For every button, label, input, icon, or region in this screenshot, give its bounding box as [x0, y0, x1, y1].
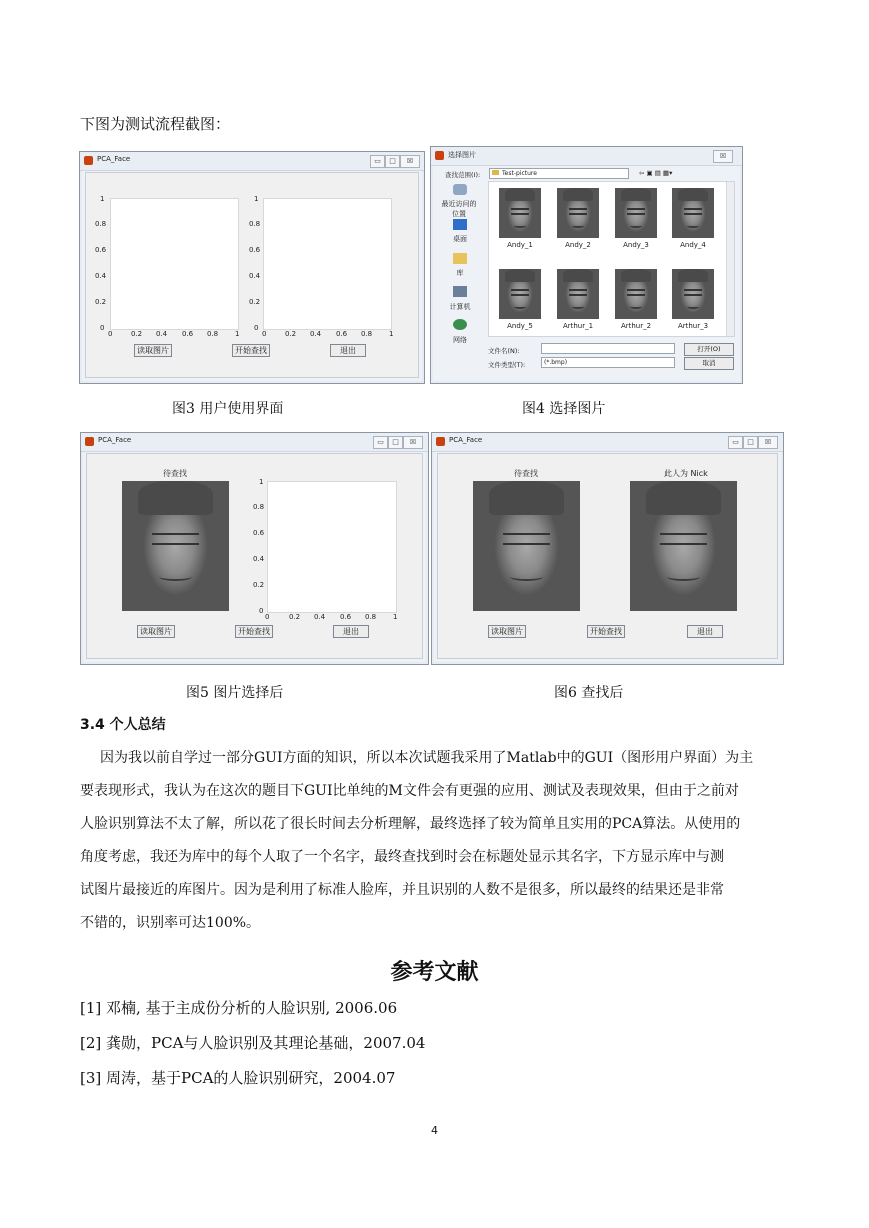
x-tick: 0 — [108, 330, 113, 338]
window-title: PCA_Face — [97, 155, 131, 163]
toolbar-icons[interactable]: ⇦ ▣ ▤ ▦▾ — [639, 169, 673, 177]
x-tick: 0.6 — [340, 613, 352, 621]
y-tick: 1 — [100, 195, 105, 203]
y-tick: 0.8 — [95, 220, 107, 228]
x-tick: 0.8 — [365, 613, 377, 621]
face-thumbnail[interactable] — [672, 188, 714, 238]
y-tick: 0.8 — [249, 220, 261, 228]
x-tick: 0.6 — [336, 330, 348, 338]
start-search-button[interactable]: 开始查找 — [232, 344, 270, 357]
pca-face-window-fig5 — [80, 432, 429, 665]
x-tick: 0 — [265, 613, 270, 621]
filetype-select[interactable]: (*.bmp) — [541, 357, 675, 368]
x-tick: 0.4 — [156, 330, 168, 338]
y-tick: 0.2 — [95, 298, 107, 306]
axes-right — [263, 198, 392, 330]
cancel-button[interactable]: 取消 — [684, 357, 734, 370]
x-tick: 0.2 — [289, 613, 301, 621]
close-button[interactable]: ☒ — [403, 436, 423, 449]
sidebar-item-library[interactable]: 库 — [456, 269, 464, 277]
query-label: 待查找 — [514, 469, 538, 478]
exit-button[interactable]: 退出 — [687, 625, 723, 638]
filename-input[interactable] — [541, 343, 675, 354]
x-tick: 1 — [235, 330, 240, 338]
axes-left — [110, 198, 239, 330]
thumbnail-label: Arthur_2 — [620, 322, 652, 330]
result-axes — [267, 481, 397, 613]
summary-line: 不错的，识别率可达100%。 — [80, 915, 261, 931]
intro-text: 下图为测试流程截图： — [80, 115, 231, 133]
y-tick: 0.6 — [95, 246, 107, 254]
y-tick: 0.2 — [253, 581, 265, 589]
references-heading: 参考文献 — [390, 960, 479, 985]
look-in-dropdown[interactable] — [489, 168, 629, 179]
face-thumbnail[interactable] — [615, 188, 657, 238]
face-thumbnail[interactable] — [557, 188, 599, 238]
look-in-label: 查找范围(I): — [445, 171, 481, 179]
matlab-icon — [84, 156, 93, 165]
pca-face-window-fig6 — [431, 432, 784, 665]
folder-icon — [492, 170, 499, 175]
exit-button[interactable]: 退出 — [330, 344, 366, 357]
minimize-button[interactable]: ▭ — [370, 155, 385, 168]
open-button[interactable]: 打开(O) — [684, 343, 734, 356]
y-tick: 0 — [259, 607, 264, 615]
sidebar-item-desktop[interactable]: 桌面 — [453, 235, 467, 243]
read-image-button[interactable]: 读取图片 — [137, 625, 175, 638]
maximize-button[interactable]: □ — [388, 436, 403, 449]
summary-line: 因为我以前自学过一部分GUI方面的知识，所以本次试题我采用了Matlab中的GUI（图形用户界面）为主 — [100, 750, 754, 766]
y-tick: 0.6 — [249, 246, 261, 254]
caption-fig4: 图4 选择图片 — [522, 401, 606, 417]
face-thumbnail[interactable] — [499, 269, 541, 319]
reference-item: [3] 周涛，基于PCA的人脸识别研究，2004.07 — [80, 1069, 396, 1087]
thumbnail-label: Andy_1 — [507, 241, 533, 249]
network-icon[interactable] — [453, 319, 467, 330]
x-tick: 1 — [393, 613, 398, 621]
close-button[interactable]: ☒ — [713, 150, 733, 163]
library-icon[interactable] — [453, 253, 467, 264]
filename-label: 文件名(N): — [488, 347, 520, 355]
summary-line: 角度考虑，我还为库中的每个人取了一个名字，最终查找到时会在标题处显示其名字，下方显示库中与测 — [80, 849, 724, 865]
thumbnail-label: Andy_3 — [623, 241, 649, 249]
dialog-title: 选择图片 — [448, 151, 476, 159]
close-button[interactable]: ☒ — [400, 155, 420, 168]
query-face-image — [122, 481, 229, 611]
window-body — [85, 172, 419, 378]
query-label: 待查找 — [163, 469, 187, 478]
summary-paragraph — [80, 742, 792, 940]
minimize-button[interactable]: ▭ — [728, 436, 743, 449]
folder-name: Test-picture — [502, 170, 537, 177]
close-button[interactable]: ☒ — [758, 436, 778, 449]
caption-fig6: 图6 查找后 — [554, 685, 624, 701]
dialog-title-bar — [431, 147, 742, 166]
summary-line: 要表现形式，我认为在这次的题目下GUI比单纯的M文件会有更强的应用、测试及表现效果，但由于之前对 — [80, 783, 739, 799]
y-tick: 1 — [259, 478, 264, 486]
y-tick: 1 — [254, 195, 259, 203]
window-title: PCA_Face — [98, 436, 132, 444]
start-search-button[interactable]: 开始查找 — [587, 625, 625, 638]
recent-places-icon[interactable] — [453, 184, 467, 195]
face-thumbnail[interactable] — [672, 269, 714, 319]
maximize-button[interactable]: □ — [385, 155, 400, 168]
sidebar-item-computer[interactable]: 计算机 — [449, 303, 471, 311]
y-tick: 0.4 — [95, 272, 107, 280]
summary-line: 试图片最接近的库图片。因为是利用了标准人脸库，并且识别的人数不是很多，所以最终的结果还是非常 — [80, 882, 724, 898]
query-face-image — [473, 481, 580, 611]
title-bar — [432, 433, 783, 452]
x-tick: 0.2 — [131, 330, 143, 338]
y-tick: 0.8 — [253, 503, 265, 511]
y-tick: 0.4 — [253, 555, 265, 563]
window-body — [86, 453, 423, 659]
sidebar-item-network[interactable]: 网络 — [453, 336, 467, 344]
matlab-icon — [436, 437, 445, 446]
face-thumbnail[interactable] — [499, 188, 541, 238]
matlab-icon — [435, 151, 444, 160]
desktop-icon[interactable] — [453, 219, 467, 230]
start-search-button[interactable]: 开始查找 — [235, 625, 273, 638]
title-bar — [81, 433, 428, 452]
caption-fig3: 图3 用户使用界面 — [172, 401, 284, 417]
page-number: 4 — [431, 1124, 438, 1137]
y-tick: 0.6 — [253, 529, 265, 537]
summary-line: 人脸识别算法不太了解，所以花了很长时间去分析理解，最终选择了较为简单且实用的PCA算法。从使用的 — [80, 816, 741, 832]
section-heading: 3.4 个人总结 — [80, 717, 166, 733]
result-label: 此人为 Nick — [664, 469, 708, 478]
face-thumbnail[interactable] — [615, 269, 657, 319]
thumbnail-label: Andy_2 — [565, 241, 591, 249]
y-tick: 0 — [254, 324, 259, 332]
thumbnail-label: Andy_4 — [680, 241, 706, 249]
reference-item: [1] 邓楠, 基于主成份分析的人脸识别, 2006.06 — [80, 999, 398, 1017]
window-body — [437, 453, 778, 659]
window-title: PCA_Face — [449, 436, 483, 444]
x-tick: 1 — [389, 330, 394, 338]
maximize-button[interactable]: □ — [743, 436, 758, 449]
x-tick: 0.8 — [361, 330, 373, 338]
title-bar — [80, 152, 424, 171]
thumbnail-label: Arthur_3 — [677, 322, 709, 330]
sidebar-item-recent[interactable]: 最近访问的位置 — [441, 200, 477, 218]
read-image-button[interactable]: 读取图片 — [488, 625, 526, 638]
face-thumbnail[interactable] — [557, 269, 599, 319]
x-tick: 0 — [262, 330, 267, 338]
x-tick: 0.4 — [310, 330, 322, 338]
select-image-dialog — [430, 146, 743, 384]
thumbnail-label: Andy_5 — [507, 322, 533, 330]
vertical-scrollbar[interactable] — [726, 182, 734, 336]
reference-item: [2] 龚勋，PCA与人脸识别及其理论基础，2007.04 — [80, 1034, 426, 1052]
x-tick: 0.6 — [182, 330, 194, 338]
caption-fig5: 图5 图片选择后 — [186, 685, 284, 701]
pca-face-window-fig3 — [79, 151, 425, 384]
y-tick: 0.2 — [249, 298, 261, 306]
thumbnail-label: Arthur_1 — [562, 322, 594, 330]
exit-button[interactable]: 退出 — [333, 625, 369, 638]
y-tick: 0.4 — [249, 272, 261, 280]
x-tick: 0.4 — [314, 613, 326, 621]
y-tick: 0 — [100, 324, 105, 332]
x-tick: 0.2 — [285, 330, 297, 338]
x-tick: 0.8 — [207, 330, 219, 338]
thumbnail-grid — [488, 181, 735, 337]
read-image-button[interactable]: 读取图片 — [134, 344, 172, 357]
matlab-icon — [85, 437, 94, 446]
computer-icon[interactable] — [453, 286, 467, 297]
minimize-button[interactable]: ▭ — [373, 436, 388, 449]
filetype-label: 文件类型(T): — [488, 361, 526, 369]
matched-face-image — [630, 481, 737, 611]
